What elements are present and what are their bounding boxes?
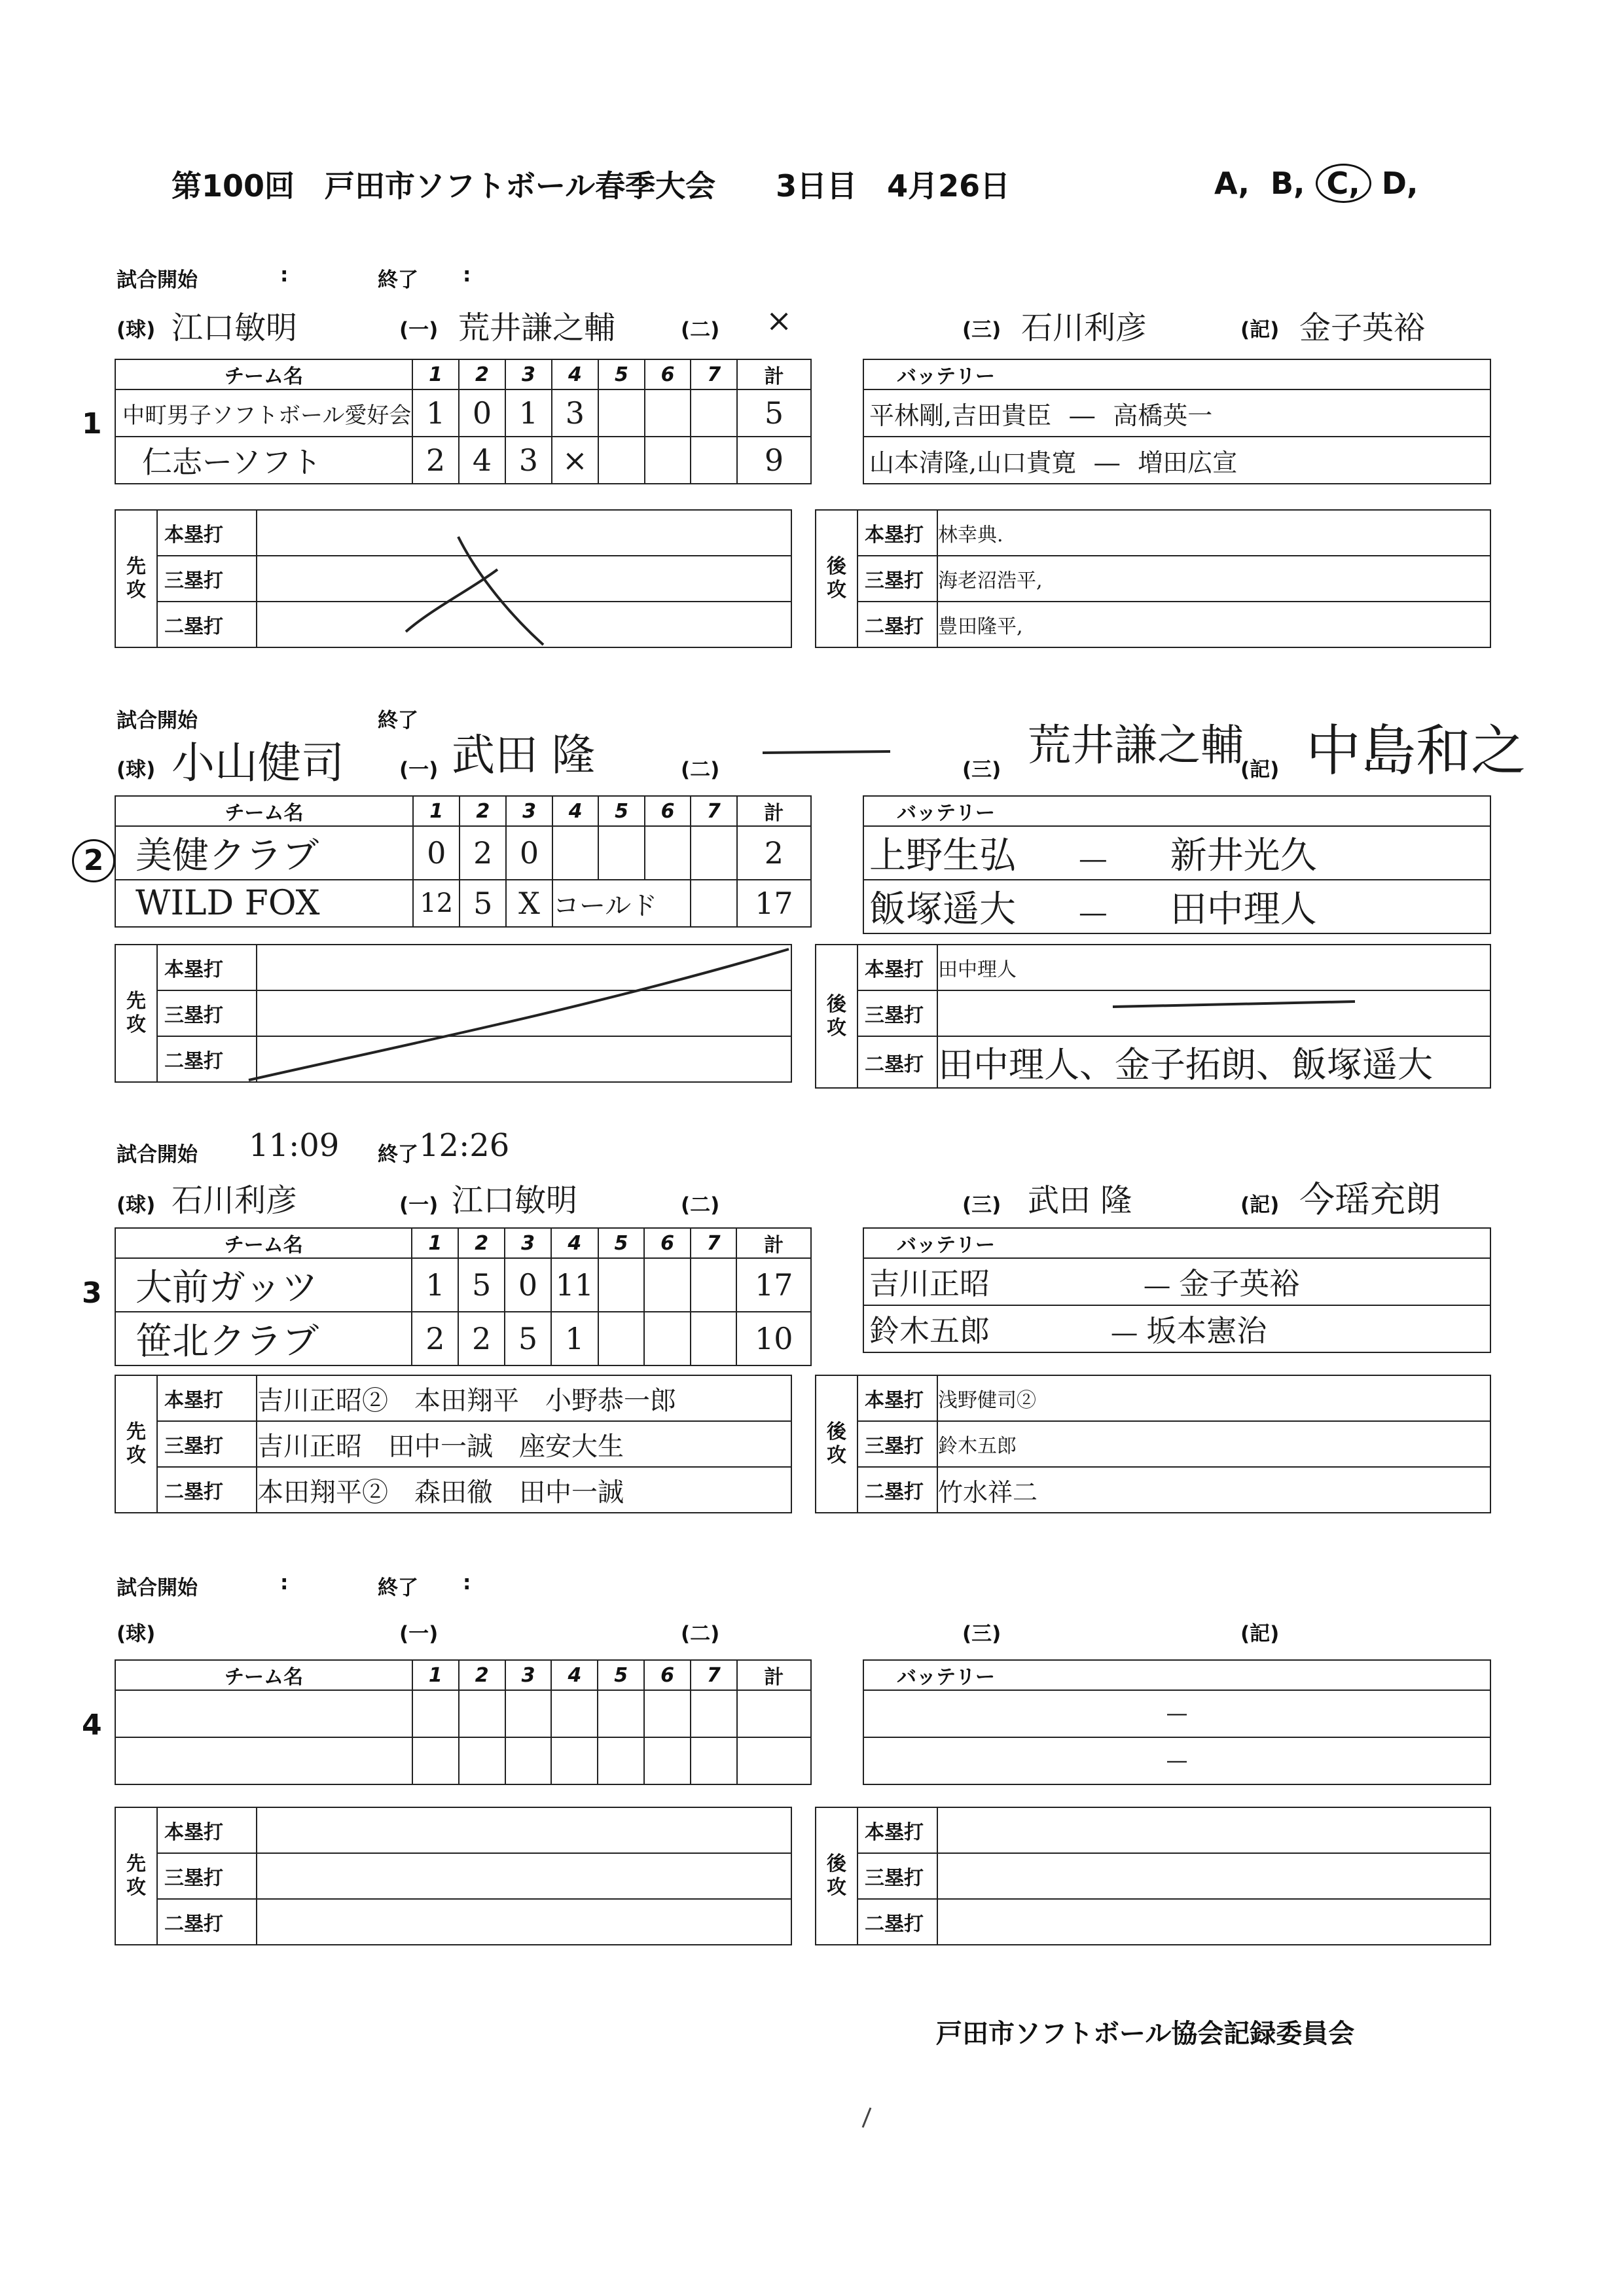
game1-recorder: 金子英裕 (1299, 310, 1426, 346)
game3-umpire-1: 江口敏明 (452, 1182, 578, 1219)
double-label: 二塁打 (857, 602, 937, 647)
total-header: 計 (737, 359, 811, 389)
game2-umpire-3-label: (三) (962, 758, 1001, 782)
inning-score: 1 (412, 389, 459, 437)
game2-recorder: 中島和之 (1306, 719, 1526, 783)
inning-score: 11 (551, 1258, 598, 1312)
court-c: C, (1316, 164, 1371, 203)
second-attack-label: 後 攻 (816, 1807, 857, 1945)
inning-header: 2 (459, 359, 505, 389)
inning-header: 3 (506, 796, 552, 826)
inning-score: 1 (551, 1312, 598, 1365)
game1-recorder-label: (記) (1240, 318, 1280, 342)
total-score: 17 (736, 1258, 811, 1312)
battery-header: バッテリー (863, 359, 1490, 389)
inning-header: 7 (691, 796, 736, 826)
battery-dash: ― (1079, 898, 1106, 928)
game3-umpire-2-label: (二) (681, 1193, 720, 1217)
second-triple: 鈴木五郎 (937, 1421, 1490, 1467)
game3-umpire-3: 武田 隆 (1028, 1182, 1132, 1219)
game2-first-strike-line (249, 949, 789, 1080)
second-attack-label: 後 攻 (816, 945, 857, 1088)
court-d: D, (1381, 166, 1418, 201)
battery-pitchers: 山本清隆,山口貴寛 (869, 448, 1077, 477)
inning-header: 1 (413, 796, 460, 826)
hr-label: 本塁打 (857, 1807, 937, 1853)
total-score: 2 (737, 826, 811, 880)
inning-score: 4 (459, 437, 505, 484)
battery-catcher: 田中理人 (1170, 888, 1317, 931)
first-attack-label: 先 攻 (115, 510, 157, 647)
total-header: 計 (737, 1660, 811, 1690)
game3-end-label: 終了 (378, 1143, 418, 1166)
inning-score: 2 (458, 1312, 505, 1365)
battery-dash: ― (1094, 448, 1120, 477)
triple-label: 三塁打 (157, 556, 257, 602)
first-attack-label: 先 攻 (115, 1807, 157, 1945)
battery-pitchers: 上野生弘 (869, 835, 1016, 877)
game1-end-label: 終了 (378, 268, 418, 292)
triple-label: 三塁打 (157, 1421, 257, 1467)
game1-umpire-1: 荒井謙之輔 (458, 310, 616, 346)
team-name: 仁志ーソフト (115, 437, 412, 484)
total-header: 計 (737, 796, 811, 826)
game4-umpire-ball-label: (球) (117, 1622, 156, 1646)
triple-label: 三塁打 (857, 1853, 937, 1899)
game1-umpire-ball: 江口敏明 (171, 310, 298, 346)
game4-end-colon: : (463, 1571, 471, 1595)
triple-label: 三塁打 (857, 1421, 937, 1467)
court-b: B, (1270, 166, 1305, 201)
inning-header: 5 (598, 796, 644, 826)
stray-pen-mark (863, 2108, 871, 2127)
battery-catcher: 坂本憲治 (1146, 1313, 1267, 1348)
hr-label: 本塁打 (857, 1375, 937, 1421)
footer-organization: 戸田市ソフトボール協会記録委員会 (936, 2019, 1355, 2049)
team-name-header: チーム名 (115, 1228, 412, 1258)
game3-recorder-label: (記) (1240, 1193, 1280, 1217)
second-hr: 林幸典. (937, 510, 1490, 556)
battery-dash: ― (1167, 1702, 1187, 1726)
inning-header: 7 (691, 1660, 737, 1690)
game2-umpire-1-label: (一) (399, 758, 439, 782)
game3-umpire-ball: 石川利彦 (171, 1182, 298, 1219)
hr-label: 本塁打 (157, 945, 257, 990)
game2-second-triple-strike (1113, 1002, 1355, 1007)
game1-start-colon: : (280, 263, 289, 287)
hr-label: 本塁打 (857, 510, 937, 556)
inning-score: 5 (458, 1258, 505, 1312)
hr-label: 本塁打 (157, 1807, 257, 1853)
game2-umpire-3: 荒井謙之輔 (1028, 720, 1244, 770)
game2-umpire-ball-label: (球) (117, 758, 156, 782)
triple-label: 三塁打 (857, 990, 937, 1036)
battery-dash: ― (1167, 1749, 1187, 1773)
inning-score: 0 (413, 826, 460, 880)
game4-start-label: 試合開始 (117, 1576, 198, 1600)
inning-header: 1 (412, 359, 459, 389)
inning-header: 3 (505, 359, 552, 389)
battery-dash: ― (1144, 1271, 1170, 1300)
inning-header: 1 (412, 1228, 458, 1258)
inning-score: 3 (552, 389, 598, 437)
double-label: 二塁打 (157, 1467, 257, 1513)
inning-header: 6 (644, 1660, 691, 1690)
battery-header: バッテリー (863, 1660, 1490, 1690)
inning-header: 4 (551, 1228, 598, 1258)
second-hr: 田中理人 (937, 945, 1490, 990)
game1-umpire-3: 石川利彦 (1021, 310, 1147, 346)
game1-umpire-ball-label: (球) (117, 318, 156, 342)
game4-umpire-1-label: (一) (399, 1622, 439, 1646)
team-name: 大前ガッツ (115, 1258, 412, 1312)
hr-label: 本塁打 (157, 1375, 257, 1421)
inning-score: X (506, 880, 552, 927)
total-score: 9 (737, 437, 811, 484)
page-title: 第100回 戸田市ソフトボール春季大会 3日目 4月26日 (171, 168, 1011, 204)
inning-score: 2 (460, 826, 506, 880)
inning-score: 3 (505, 437, 552, 484)
team-name: WILD FOX (115, 880, 413, 927)
game1-number: 1 (82, 407, 102, 441)
inning-score: 2 (412, 1312, 458, 1365)
game2-start-label: 試合開始 (117, 709, 198, 732)
second-double: 竹水祥二 (937, 1467, 1490, 1513)
battery-pitchers: 吉川正昭 (869, 1266, 990, 1301)
double-label: 二塁打 (157, 1899, 257, 1945)
first-double: 本田翔平② 森田徹 田中一誠 (257, 1467, 791, 1513)
game3-umpire-ball-label: (球) (117, 1193, 156, 1217)
inning-score: × (552, 437, 598, 484)
game1-umpire-2-label: (二) (681, 318, 720, 342)
triple-label: 三塁打 (157, 1853, 257, 1899)
second-attack-label: 後 攻 (816, 1375, 857, 1513)
game1-first-cross-mark (458, 537, 543, 645)
inning-score: 5 (460, 880, 506, 927)
battery-header: バッテリー (863, 1228, 1490, 1258)
game3-end-time: 12:26 (419, 1127, 510, 1164)
inning-header: 5 (598, 359, 645, 389)
game1-umpire-1-label: (一) (399, 318, 439, 342)
double-label: 二塁打 (857, 1467, 937, 1513)
game2-recorder-label: (記) (1240, 758, 1280, 782)
inning-score: 2 (412, 437, 459, 484)
team-name-header: チーム名 (115, 359, 412, 389)
inning-header: 3 (505, 1660, 552, 1690)
game4-number: 4 (82, 1708, 102, 1742)
second-hr: 浅野健司② (937, 1375, 1490, 1421)
game4-umpire-3-label: (三) (962, 1622, 1001, 1646)
second-double: 豊田隆平, (937, 602, 1490, 647)
inning-score: 0 (506, 826, 552, 880)
second-triple: 海老沼浩平, (937, 556, 1490, 602)
game2-end-label: 終了 (378, 709, 418, 732)
inning-score: 1 (505, 389, 552, 437)
inning-header: 6 (645, 796, 691, 826)
game2-umpire2-dash-mark (763, 751, 890, 753)
game3-recorder: 今瑶充朗 (1299, 1179, 1441, 1220)
game2-umpire-1: 武田 隆 (452, 730, 595, 780)
game1-umpire-2: × (766, 302, 793, 339)
double-label: 二塁打 (157, 1036, 257, 1082)
first-hr: 吉川正昭② 本田翔平 小野恭一郎 (257, 1375, 791, 1421)
inning-header: 2 (458, 1228, 505, 1258)
battery-dash: ― (1079, 844, 1106, 875)
inning-header: 4 (551, 1660, 598, 1690)
total-score: 10 (736, 1312, 811, 1365)
battery-pitchers: 鈴木五郎 (869, 1313, 990, 1348)
inning-header: 6 (644, 1228, 691, 1258)
game1-end-colon: : (463, 263, 471, 287)
game3-start-time: 11:09 (249, 1127, 340, 1164)
battery-dash: ― (1070, 401, 1095, 430)
inning-header: 2 (459, 1660, 505, 1690)
inning-header: 4 (552, 359, 598, 389)
double-label: 二塁打 (857, 1036, 937, 1088)
inning-header: 4 (552, 796, 598, 826)
total-header: 計 (736, 1228, 811, 1258)
second-double: 田中理人、金子拓朗、飯塚遥大 (937, 1036, 1490, 1088)
game3-umpire-1-label: (一) (399, 1193, 439, 1217)
double-label: 二塁打 (157, 602, 257, 647)
team-name-header: チーム名 (115, 796, 413, 826)
team-name-header: チーム名 (115, 1660, 412, 1690)
inning-score: 0 (505, 1258, 551, 1312)
inning-header: 1 (412, 1660, 459, 1690)
team-name: 美健クラブ (115, 826, 413, 880)
game4-end-label: 終了 (378, 1576, 418, 1600)
battery-catcher: 金子英裕 (1179, 1266, 1300, 1301)
team-name: 笹北クラブ (115, 1312, 412, 1365)
triple-label: 三塁打 (857, 556, 937, 602)
game2-umpire-2-label: (二) (681, 758, 720, 782)
battery-catcher: 新井光久 (1170, 835, 1317, 877)
hr-label: 本塁打 (157, 510, 257, 556)
first-triple: 吉川正昭 田中一誠 座安大生 (257, 1421, 791, 1467)
game4-umpire-2-label: (二) (681, 1622, 720, 1646)
inning-score: コールド (552, 880, 691, 927)
total-score: 17 (737, 880, 811, 927)
inning-score: 0 (459, 389, 505, 437)
inning-header: 6 (645, 359, 691, 389)
inning-score: 1 (412, 1258, 458, 1312)
inning-header: 2 (460, 796, 506, 826)
inning-header: 3 (505, 1228, 551, 1258)
inning-score: 12 (413, 880, 460, 927)
battery-pitchers: 飯塚遥大 (869, 888, 1016, 931)
game2-umpire-ball: 小山健司 (171, 738, 344, 788)
team-name: 中町男子ソフトボール愛好会 (115, 389, 412, 437)
first-attack-label: 先 攻 (115, 945, 157, 1082)
inning-header: 7 (691, 359, 737, 389)
total-score: 5 (737, 389, 811, 437)
inning-header: 5 (598, 1228, 645, 1258)
inning-header: 5 (598, 1660, 644, 1690)
battery-catcher: 増田広宣 (1138, 448, 1238, 477)
game4-start-colon: : (280, 1571, 289, 1595)
battery-pitchers: 平林剛,吉田貴臣 (869, 401, 1052, 430)
battery-catcher: 高橋英一 (1113, 401, 1213, 430)
second-attack-label: 後 攻 (816, 510, 857, 647)
game3-umpire-3-label: (三) (962, 1193, 1001, 1217)
inning-score: 5 (505, 1312, 551, 1365)
game4-recorder-label: (記) (1240, 1622, 1280, 1646)
double-label: 二塁打 (857, 1899, 937, 1945)
game2-number: 2 (72, 839, 115, 882)
inning-header: 7 (691, 1228, 737, 1258)
game3-number: 3 (82, 1276, 102, 1310)
game1-first-cross-mark (406, 569, 497, 632)
battery-dash: ― (1111, 1318, 1137, 1347)
game1-umpire-3-label: (三) (962, 318, 1001, 342)
game3-start-label: 試合開始 (117, 1143, 198, 1166)
first-attack-label: 先 攻 (115, 1375, 157, 1513)
hr-label: 本塁打 (857, 945, 937, 990)
triple-label: 三塁打 (157, 990, 257, 1036)
game1-start-label: 試合開始 (117, 268, 198, 292)
battery-header: バッテリー (863, 796, 1490, 826)
court-a: A, (1214, 166, 1250, 201)
